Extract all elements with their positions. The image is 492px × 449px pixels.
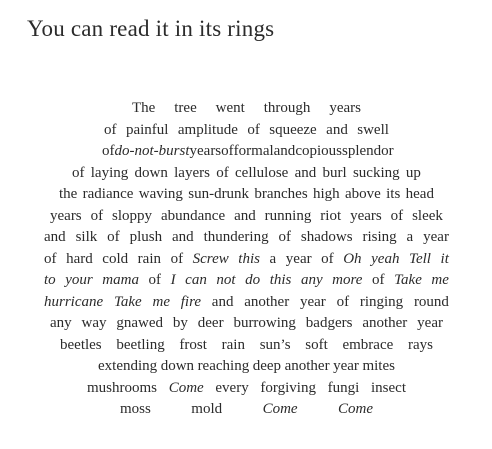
- poem-word: forgiving: [260, 379, 316, 396]
- poem-line: [44, 227, 449, 249]
- poem-word: I: [170, 272, 176, 288]
- poem-word: more: [332, 272, 363, 288]
- poem-word: of: [107, 229, 120, 245]
- poem-word: running: [264, 207, 312, 224]
- poem-word: moss: [120, 401, 151, 417]
- poem-word: every: [215, 379, 249, 396]
- poem-line: [44, 356, 449, 378]
- poem-word: embrace: [342, 336, 394, 353]
- poem-word: to: [44, 272, 56, 288]
- poem-word: and: [273, 143, 296, 159]
- poem-word: any: [50, 315, 72, 331]
- poem-word: thundering: [203, 229, 269, 245]
- poem-line: [44, 206, 449, 228]
- poem-word: fire: [180, 293, 202, 310]
- poem-word: can: [185, 272, 207, 288]
- poem-word: layers: [174, 164, 210, 181]
- poem-word: a: [269, 250, 277, 267]
- poem-line: [44, 249, 449, 271]
- poem-word: hurricane: [44, 293, 104, 310]
- poem-word: a: [406, 229, 414, 245]
- poem-word: Come: [168, 379, 204, 396]
- poem-title: You can read it in its rings: [27, 16, 275, 41]
- poem-word: this: [238, 250, 260, 267]
- poem-word: splendor: [341, 143, 394, 159]
- poem-word: not: [216, 272, 236, 288]
- poem-word: hard: [66, 250, 93, 267]
- poem-word: of: [390, 207, 404, 224]
- poem-word: riot: [320, 207, 342, 224]
- poem-word: Tell: [409, 250, 431, 267]
- poem-word: rising: [362, 229, 397, 245]
- poem-word: of: [72, 164, 85, 181]
- poem-line: [44, 378, 449, 400]
- poem-word: The: [132, 100, 156, 116]
- poem-word: yeah: [371, 250, 400, 267]
- poem-word: do: [245, 272, 261, 288]
- poem-word: soft: [305, 336, 328, 353]
- poem-word: sun’s: [259, 336, 291, 353]
- poem-word: painful: [125, 121, 169, 138]
- poem-word: another: [244, 293, 290, 310]
- poem-line: [44, 292, 449, 314]
- poem-word: swell: [357, 121, 389, 138]
- poem-word: year: [285, 250, 312, 267]
- poem-word: Come: [338, 401, 373, 417]
- poem-word: way: [81, 315, 107, 331]
- poem-word: of: [148, 272, 162, 288]
- poem-word: years: [50, 207, 82, 224]
- poem-word: shadows: [300, 229, 353, 245]
- poem-word: deer: [197, 315, 224, 331]
- poem-word: beetles: [60, 336, 102, 353]
- poem-word: squeeze: [269, 121, 317, 138]
- poem-word: of: [372, 272, 385, 288]
- poem-word: of: [278, 229, 291, 245]
- poem-word: copious: [295, 143, 342, 159]
- poem-word: of: [221, 143, 234, 159]
- poem-word: do-not-burst: [114, 143, 190, 159]
- poem-word: of: [247, 121, 260, 138]
- poem-word: and: [326, 121, 348, 138]
- poem-word: down: [160, 358, 195, 374]
- poem-word: sucking: [352, 164, 400, 181]
- poem-body: [44, 98, 449, 421]
- poem-word: mold: [191, 401, 223, 417]
- poem-word: amplitude: [177, 121, 238, 138]
- poem-word: Come: [262, 401, 298, 417]
- poem-word: and: [294, 164, 317, 181]
- poem-line: [44, 399, 449, 421]
- poem-word: its: [386, 186, 401, 202]
- poem-word: cold: [102, 250, 129, 267]
- poem-word: up: [405, 164, 421, 181]
- poem-word: silk: [75, 229, 98, 245]
- poem-word: of: [336, 293, 350, 310]
- poem-word: and: [211, 293, 234, 310]
- poem-word: went: [215, 100, 245, 116]
- poem-word: rain: [221, 336, 245, 353]
- poem-word: of: [216, 164, 229, 181]
- poem-word: above: [344, 186, 381, 202]
- poem-word: waving: [138, 186, 183, 202]
- poem-word: of: [44, 250, 57, 267]
- poem-word: gnawed: [116, 315, 164, 331]
- poem-word: me: [431, 272, 449, 288]
- poem-word: and: [172, 229, 194, 245]
- poem-word: the: [59, 186, 78, 202]
- poem-word: beetling: [116, 336, 165, 353]
- poem-word: extending: [98, 358, 158, 374]
- poem-word: sleek: [412, 207, 443, 224]
- poem-word: insect: [371, 379, 406, 396]
- poem-word: abundance: [160, 207, 226, 224]
- poem-word: through: [263, 100, 311, 116]
- poem-word: years: [350, 207, 382, 224]
- poem-word: Screw: [192, 250, 229, 267]
- poem-word: sloppy: [112, 207, 153, 224]
- poem-word: ringing: [359, 293, 404, 310]
- poem-word: Take: [113, 293, 142, 310]
- poem-word: mushrooms: [87, 379, 158, 396]
- poem-word: it: [440, 250, 449, 267]
- poem-word: sun-drunk: [188, 186, 250, 202]
- poem-word: head: [405, 186, 434, 202]
- poem-word: of: [90, 207, 104, 224]
- poem-word: round: [413, 293, 449, 310]
- poem-word: of: [104, 121, 117, 138]
- poem-word: frost: [179, 336, 207, 353]
- poem-word: this: [269, 272, 292, 288]
- poem-word: badgers: [305, 315, 353, 331]
- poem-word: radiance: [82, 186, 134, 202]
- poem-line: [44, 120, 449, 142]
- poem-word: another: [284, 358, 330, 374]
- poem-line: [44, 141, 449, 163]
- poem-word: year: [333, 358, 359, 374]
- poem-word: reaching: [197, 358, 250, 374]
- poem-word: rays: [407, 336, 433, 353]
- poem-word: mama: [102, 272, 139, 288]
- poem-line: [44, 184, 449, 206]
- poem-word: me: [152, 293, 170, 310]
- poem-word: Oh: [343, 250, 362, 267]
- poem-word: Take: [394, 272, 422, 288]
- poem-word: and: [44, 229, 66, 245]
- poem-word: any: [300, 272, 323, 288]
- poem-word: deep: [252, 358, 282, 374]
- poem-line: [44, 335, 449, 357]
- poem-word: burl: [322, 164, 347, 181]
- poem-word: formal: [233, 143, 274, 159]
- poem-word: of: [321, 250, 334, 267]
- poem-word: laying: [90, 164, 129, 181]
- poem-line: [44, 163, 449, 185]
- poem-line: [44, 270, 449, 292]
- poem-word: burrowing: [233, 315, 296, 331]
- poem-word: years: [189, 143, 222, 159]
- poem-word: by: [172, 315, 188, 331]
- poem-word: high: [313, 186, 340, 202]
- poem-word: tree: [174, 100, 197, 116]
- poem-word: cellulose: [235, 164, 289, 181]
- poem-word: down: [134, 164, 168, 181]
- poem-word: year: [423, 229, 449, 245]
- poem-word: mites: [362, 358, 395, 374]
- poem-word: your: [65, 272, 93, 288]
- poem-word: plush: [129, 229, 163, 245]
- poem-word: year: [299, 293, 326, 310]
- poem-word: fungi: [327, 379, 360, 396]
- poem-line: [44, 313, 449, 335]
- poem-word: and: [234, 207, 256, 224]
- poem-word: branches: [254, 186, 308, 202]
- poem-word: of: [102, 143, 115, 159]
- poem-word: years: [329, 100, 361, 116]
- poem-word: year: [417, 315, 443, 331]
- poem-word: of: [170, 250, 184, 267]
- poem-word: another: [362, 315, 408, 331]
- poem-word: rain: [137, 250, 161, 267]
- poem-line: [44, 98, 449, 120]
